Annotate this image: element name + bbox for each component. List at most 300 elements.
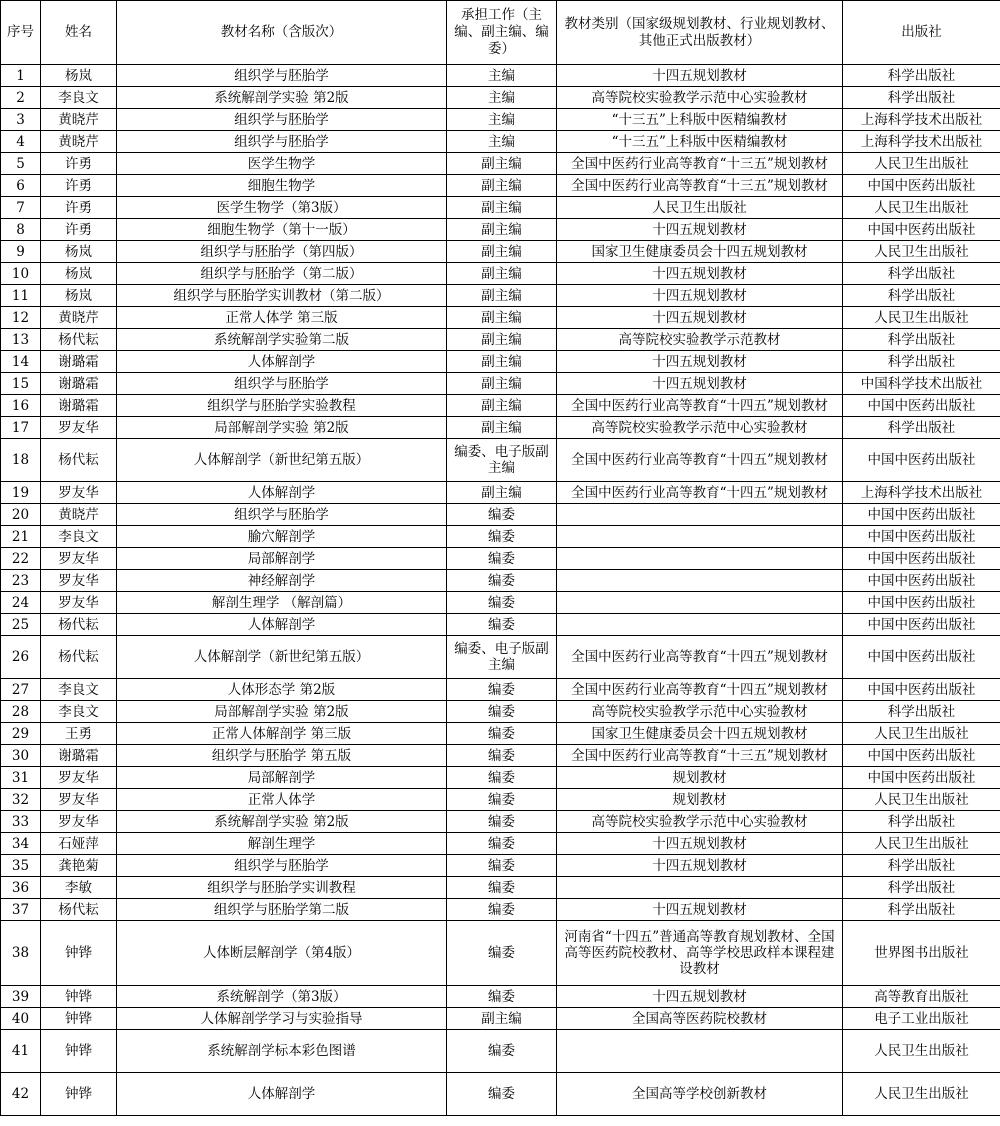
cell-role: 副主编 xyxy=(447,482,557,504)
table-row xyxy=(1,833,1000,855)
table-row xyxy=(1,1008,1000,1030)
cell-name: 杨岚 xyxy=(41,65,117,87)
cell-category: 高等院校实验教学示范中心实验教材 xyxy=(557,811,843,833)
cell-role: 编委 xyxy=(447,921,557,986)
cell-publisher: 中国中医药出版社 xyxy=(843,526,1000,548)
cell-category: 规划教材 xyxy=(557,789,843,811)
cell-role: 编委 xyxy=(447,789,557,811)
cell-no: 17 xyxy=(1,417,41,439)
cell-category: 人民卫生出版社 xyxy=(557,197,843,219)
cell-category: 全国中医药行业高等教育“十三五”规划教材 xyxy=(557,745,843,767)
cell-publisher: 中国中医药出版社 xyxy=(843,592,1000,614)
cell-no: 8 xyxy=(1,219,41,241)
table-row xyxy=(1,197,1000,219)
table-row xyxy=(1,745,1000,767)
cell-title: 人体解剖学 xyxy=(117,1073,447,1116)
table-row xyxy=(1,109,1000,131)
cell-title: 组织学与胚胎学 xyxy=(117,373,447,395)
cell-name: 李良文 xyxy=(41,526,117,548)
cell-publisher: 电子工业出版社 xyxy=(843,1008,1000,1030)
cell-publisher: 中国中医药出版社 xyxy=(843,548,1000,570)
cell-name: 罗友华 xyxy=(41,417,117,439)
cell-role: 编委 xyxy=(447,833,557,855)
cell-role: 编委 xyxy=(447,899,557,921)
cell-category: “十三五”上科版中医精编教材 xyxy=(557,109,843,131)
table-row xyxy=(1,131,1000,153)
cell-publisher: 高等教育出版社 xyxy=(843,986,1000,1008)
cell-no: 6 xyxy=(1,175,41,197)
cell-no: 26 xyxy=(1,636,41,679)
table-row xyxy=(1,701,1000,723)
cell-no: 22 xyxy=(1,548,41,570)
table-row xyxy=(1,614,1000,636)
cell-publisher: 科学出版社 xyxy=(843,855,1000,877)
cell-no: 32 xyxy=(1,789,41,811)
cell-no: 10 xyxy=(1,263,41,285)
cell-no: 3 xyxy=(1,109,41,131)
table-row xyxy=(1,986,1000,1008)
cell-role: 主编 xyxy=(447,109,557,131)
cell-publisher: 中国中医药出版社 xyxy=(843,504,1000,526)
cell-title: 人体断层解剖学（第4版） xyxy=(117,921,447,986)
table-row xyxy=(1,87,1000,109)
cell-name: 许勇 xyxy=(41,153,117,175)
cell-name: 杨代耘 xyxy=(41,329,117,351)
cell-no: 27 xyxy=(1,679,41,701)
cell-role: 副主编 xyxy=(447,351,557,373)
cell-category: 河南省“十四五”普通高等教育规划教材、全国高等医药院校教材、高等学校思政样本课程建设教材 xyxy=(557,921,843,986)
cell-category: 十四五规划教材 xyxy=(557,373,843,395)
cell-category: 全国中医药行业高等教育“十四五”规划教材 xyxy=(557,439,843,482)
cell-category: 十四五规划教材 xyxy=(557,833,843,855)
cell-title: 医学生物学 xyxy=(117,153,447,175)
table-row xyxy=(1,1030,1000,1073)
cell-title: 组织学与胚胎学（第四版） xyxy=(117,241,447,263)
cell-no: 29 xyxy=(1,723,41,745)
table-row xyxy=(1,439,1000,482)
cell-publisher: 中国中医药出版社 xyxy=(843,175,1000,197)
cell-name: 杨代耘 xyxy=(41,899,117,921)
cell-name: 钟铧 xyxy=(41,1073,117,1116)
cell-title: 细胞生物学 xyxy=(117,175,447,197)
cell-name: 谢璐霜 xyxy=(41,745,117,767)
cell-title: 腧穴解剖学 xyxy=(117,526,447,548)
table-row xyxy=(1,921,1000,986)
table-body xyxy=(1,65,1000,1116)
cell-category: 十四五规划教材 xyxy=(557,307,843,329)
table-row xyxy=(1,679,1000,701)
cell-no: 14 xyxy=(1,351,41,373)
table-row xyxy=(1,899,1000,921)
cell-role: 副主编 xyxy=(447,263,557,285)
cell-role: 副主编 xyxy=(447,417,557,439)
cell-role: 编委 xyxy=(447,986,557,1008)
cell-name: 罗友华 xyxy=(41,811,117,833)
cell-title: 系统解剖学（第3版） xyxy=(117,986,447,1008)
cell-role: 编委 xyxy=(447,570,557,592)
table-row xyxy=(1,395,1000,417)
cell-name: 钟铧 xyxy=(41,1030,117,1073)
cell-category: 全国高等学校创新教材 xyxy=(557,1073,843,1116)
cell-publisher: 科学出版社 xyxy=(843,701,1000,723)
cell-name: 龚艳菊 xyxy=(41,855,117,877)
cell-role: 副主编 xyxy=(447,197,557,219)
cell-category: “十三五”上科版中医精编教材 xyxy=(557,131,843,153)
cell-role: 副主编 xyxy=(447,219,557,241)
cell-no: 13 xyxy=(1,329,41,351)
cell-publisher: 中国中医药出版社 xyxy=(843,395,1000,417)
table-row xyxy=(1,175,1000,197)
cell-title: 正常人体解剖学 第三版 xyxy=(117,723,447,745)
cell-no: 42 xyxy=(1,1073,41,1116)
cell-category: 全国中医药行业高等教育“十四五”规划教材 xyxy=(557,679,843,701)
cell-no: 25 xyxy=(1,614,41,636)
cell-no: 24 xyxy=(1,592,41,614)
cell-category xyxy=(557,526,843,548)
cell-title: 人体解剖学（新世纪第五版） xyxy=(117,636,447,679)
cell-no: 39 xyxy=(1,986,41,1008)
cell-title: 组织学与胚胎学（第二版） xyxy=(117,263,447,285)
cell-category xyxy=(557,877,843,899)
cell-no: 4 xyxy=(1,131,41,153)
cell-name: 罗友华 xyxy=(41,767,117,789)
cell-category: 十四五规划教材 xyxy=(557,263,843,285)
table-row xyxy=(1,1073,1000,1116)
cell-no: 35 xyxy=(1,855,41,877)
cell-no: 16 xyxy=(1,395,41,417)
table-row xyxy=(1,219,1000,241)
cell-role: 主编 xyxy=(447,87,557,109)
cell-no: 5 xyxy=(1,153,41,175)
cell-publisher: 中国中医药出版社 xyxy=(843,636,1000,679)
table-row xyxy=(1,548,1000,570)
cell-name: 钟铧 xyxy=(41,1008,117,1030)
cell-category: 全国中医药行业高等教育“十三五”规划教材 xyxy=(557,153,843,175)
cell-category: 十四五规划教材 xyxy=(557,986,843,1008)
cell-role: 编委 xyxy=(447,767,557,789)
cell-publisher: 科学出版社 xyxy=(843,877,1000,899)
cell-title: 医学生物学（第3版） xyxy=(117,197,447,219)
cell-category xyxy=(557,504,843,526)
cell-publisher: 人民卫生出版社 xyxy=(843,197,1000,219)
cell-name: 钟铧 xyxy=(41,921,117,986)
cell-publisher: 人民卫生出版社 xyxy=(843,153,1000,175)
cell-name: 李良文 xyxy=(41,87,117,109)
cell-title: 人体形态学 第2版 xyxy=(117,679,447,701)
cell-name: 王勇 xyxy=(41,723,117,745)
table-row xyxy=(1,307,1000,329)
cell-publisher: 人民卫生出版社 xyxy=(843,723,1000,745)
cell-name: 杨代耘 xyxy=(41,439,117,482)
cell-category: 高等院校实验教学示范教材 xyxy=(557,329,843,351)
cell-publisher: 科学出版社 xyxy=(843,65,1000,87)
cell-title: 组织学与胚胎学 xyxy=(117,131,447,153)
header-role: 承担工作（主编、副主编、编委） xyxy=(447,1,557,65)
cell-title: 细胞生物学（第十一版） xyxy=(117,219,447,241)
cell-category: 全国中医药行业高等教育“十四五”规划教材 xyxy=(557,482,843,504)
cell-category: 十四五规划教材 xyxy=(557,219,843,241)
cell-role: 副主编 xyxy=(447,153,557,175)
cell-name: 罗友华 xyxy=(41,592,117,614)
cell-title: 局部解剖学实验 第2版 xyxy=(117,417,447,439)
cell-role: 编委 xyxy=(447,614,557,636)
cell-role: 编委 xyxy=(447,1030,557,1073)
cell-publisher: 上海科学技术出版社 xyxy=(843,131,1000,153)
cell-no: 11 xyxy=(1,285,41,307)
table-row xyxy=(1,877,1000,899)
cell-no: 36 xyxy=(1,877,41,899)
cell-role: 编委、电子版副主编 xyxy=(447,636,557,679)
cell-category: 高等院校实验教学示范中心实验教材 xyxy=(557,417,843,439)
cell-title: 组织学与胚胎学实训教程 xyxy=(117,877,447,899)
cell-category xyxy=(557,1030,843,1073)
cell-publisher: 中国中医药出版社 xyxy=(843,745,1000,767)
cell-name: 黄晓芹 xyxy=(41,307,117,329)
cell-no: 30 xyxy=(1,745,41,767)
cell-category: 十四五规划教材 xyxy=(557,855,843,877)
cell-name: 杨岚 xyxy=(41,285,117,307)
cell-no: 34 xyxy=(1,833,41,855)
cell-publisher: 上海科学技术出版社 xyxy=(843,109,1000,131)
table-row xyxy=(1,285,1000,307)
cell-title: 系统解剖学实验第二版 xyxy=(117,329,447,351)
table-row xyxy=(1,723,1000,745)
header-title: 教材名称（含版次） xyxy=(117,1,447,65)
cell-title: 组织学与胚胎学 xyxy=(117,855,447,877)
cell-title: 组织学与胚胎学 xyxy=(117,65,447,87)
cell-publisher: 中国中医药出版社 xyxy=(843,614,1000,636)
cell-name: 谢璐霜 xyxy=(41,373,117,395)
table-row xyxy=(1,351,1000,373)
cell-role: 副主编 xyxy=(447,285,557,307)
cell-no: 19 xyxy=(1,482,41,504)
cell-title: 系统解剖学标本彩色图谱 xyxy=(117,1030,447,1073)
cell-title: 神经解剖学 xyxy=(117,570,447,592)
cell-name: 石娅萍 xyxy=(41,833,117,855)
cell-publisher: 人民卫生出版社 xyxy=(843,241,1000,263)
cell-no: 31 xyxy=(1,767,41,789)
table-row xyxy=(1,855,1000,877)
cell-publisher: 人民卫生出版社 xyxy=(843,789,1000,811)
table-row xyxy=(1,789,1000,811)
table-row xyxy=(1,373,1000,395)
header-name: 姓名 xyxy=(41,1,117,65)
cell-name: 罗友华 xyxy=(41,482,117,504)
table-row xyxy=(1,153,1000,175)
cell-publisher: 人民卫生出版社 xyxy=(843,1073,1000,1116)
cell-category: 十四五规划教材 xyxy=(557,351,843,373)
cell-publisher: 中国科学技术出版社 xyxy=(843,373,1000,395)
table-row xyxy=(1,241,1000,263)
cell-title: 局部解剖学实验 第2版 xyxy=(117,701,447,723)
table-row xyxy=(1,329,1000,351)
cell-no: 1 xyxy=(1,65,41,87)
table-row xyxy=(1,767,1000,789)
cell-title: 组织学与胚胎学实训教材（第二版） xyxy=(117,285,447,307)
cell-role: 副主编 xyxy=(447,395,557,417)
cell-role: 编委 xyxy=(447,1073,557,1116)
cell-publisher: 中国中医药出版社 xyxy=(843,439,1000,482)
cell-title: 组织学与胚胎学 xyxy=(117,504,447,526)
cell-role: 副主编 xyxy=(447,329,557,351)
cell-category: 国家卫生健康委员会十四五规划教材 xyxy=(557,723,843,745)
cell-no: 40 xyxy=(1,1008,41,1030)
cell-title: 组织学与胚胎学实验教程 xyxy=(117,395,447,417)
table-row xyxy=(1,636,1000,679)
cell-category: 高等院校实验教学示范中心实验教材 xyxy=(557,701,843,723)
cell-name: 罗友华 xyxy=(41,570,117,592)
cell-publisher: 人民卫生出版社 xyxy=(843,1030,1000,1073)
cell-name: 黄晓芹 xyxy=(41,131,117,153)
cell-role: 编委 xyxy=(447,592,557,614)
cell-title: 组织学与胚胎学 xyxy=(117,109,447,131)
cell-publisher: 上海科学技术出版社 xyxy=(843,482,1000,504)
cell-name: 许勇 xyxy=(41,175,117,197)
cell-name: 谢璐霜 xyxy=(41,351,117,373)
cell-publisher: 科学出版社 xyxy=(843,329,1000,351)
cell-category: 全国高等医药院校教材 xyxy=(557,1008,843,1030)
cell-publisher: 中国中医药出版社 xyxy=(843,679,1000,701)
cell-role: 编委 xyxy=(447,877,557,899)
cell-no: 21 xyxy=(1,526,41,548)
cell-role: 编委 xyxy=(447,855,557,877)
cell-role: 编委 xyxy=(447,504,557,526)
cell-category: 规划教材 xyxy=(557,767,843,789)
cell-title: 组织学与胚胎学第二版 xyxy=(117,899,447,921)
header-no: 序号 xyxy=(1,1,41,65)
cell-role: 副主编 xyxy=(447,373,557,395)
cell-no: 33 xyxy=(1,811,41,833)
table-row xyxy=(1,570,1000,592)
cell-category: 全国中医药行业高等教育“十四五”规划教材 xyxy=(557,395,843,417)
cell-category xyxy=(557,548,843,570)
cell-role: 编委 xyxy=(447,701,557,723)
cell-publisher: 科学出版社 xyxy=(843,899,1000,921)
header-category: 教材类别（国家级规划教材、行业规划教材、其他正式出版教材） xyxy=(557,1,843,65)
table-row xyxy=(1,526,1000,548)
table-row xyxy=(1,65,1000,87)
cell-title: 局部解剖学 xyxy=(117,767,447,789)
cell-name: 杨代耘 xyxy=(41,614,117,636)
cell-category: 十四五规划教材 xyxy=(557,65,843,87)
table-row xyxy=(1,482,1000,504)
cell-no: 41 xyxy=(1,1030,41,1073)
cell-name: 许勇 xyxy=(41,197,117,219)
cell-category: 全国中医药行业高等教育“十四五”规划教材 xyxy=(557,636,843,679)
cell-role: 编委 xyxy=(447,548,557,570)
cell-name: 李敏 xyxy=(41,877,117,899)
cell-publisher: 科学出版社 xyxy=(843,417,1000,439)
cell-name: 黄晓芹 xyxy=(41,504,117,526)
cell-name: 杨岚 xyxy=(41,241,117,263)
cell-category xyxy=(557,570,843,592)
cell-title: 正常人体学 xyxy=(117,789,447,811)
cell-publisher: 人民卫生出版社 xyxy=(843,307,1000,329)
cell-no: 15 xyxy=(1,373,41,395)
cell-role: 编委 xyxy=(447,723,557,745)
cell-no: 12 xyxy=(1,307,41,329)
cell-publisher: 人民卫生出版社 xyxy=(843,833,1000,855)
cell-role: 主编 xyxy=(447,65,557,87)
cell-publisher: 中国中医药出版社 xyxy=(843,767,1000,789)
cell-title: 人体解剖学学习与实验指导 xyxy=(117,1008,447,1030)
cell-title: 组织学与胚胎学 第五版 xyxy=(117,745,447,767)
header-publisher: 出版社 xyxy=(843,1,1000,65)
table-row xyxy=(1,263,1000,285)
cell-title: 人体解剖学 xyxy=(117,614,447,636)
cell-publisher: 中国中医药出版社 xyxy=(843,219,1000,241)
cell-title: 人体解剖学（新世纪第五版） xyxy=(117,439,447,482)
cell-role: 编委 xyxy=(447,679,557,701)
cell-role: 主编 xyxy=(447,131,557,153)
cell-name: 罗友华 xyxy=(41,789,117,811)
cell-name: 黄晓芹 xyxy=(41,109,117,131)
cell-no: 2 xyxy=(1,87,41,109)
cell-title: 人体解剖学 xyxy=(117,351,447,373)
cell-role: 编委 xyxy=(447,526,557,548)
cell-no: 37 xyxy=(1,899,41,921)
cell-publisher: 科学出版社 xyxy=(843,351,1000,373)
cell-publisher: 科学出版社 xyxy=(843,285,1000,307)
cell-role: 副主编 xyxy=(447,175,557,197)
cell-name: 谢璐霜 xyxy=(41,395,117,417)
cell-category: 高等院校实验教学示范中心实验教材 xyxy=(557,87,843,109)
cell-publisher: 科学出版社 xyxy=(843,263,1000,285)
cell-no: 18 xyxy=(1,439,41,482)
cell-title: 解剖生理学 （解剖篇） xyxy=(117,592,447,614)
cell-category: 十四五规划教材 xyxy=(557,899,843,921)
cell-no: 23 xyxy=(1,570,41,592)
cell-title: 系统解剖学实验 第2版 xyxy=(117,87,447,109)
cell-category xyxy=(557,592,843,614)
cell-role: 副主编 xyxy=(447,307,557,329)
cell-role: 编委 xyxy=(447,745,557,767)
cell-name: 杨代耘 xyxy=(41,636,117,679)
cell-category: 十四五规划教材 xyxy=(557,285,843,307)
cell-no: 28 xyxy=(1,701,41,723)
cell-publisher: 世界图书出版社 xyxy=(843,921,1000,986)
cell-title: 解剖生理学 xyxy=(117,833,447,855)
cell-title: 正常人体学 第三版 xyxy=(117,307,447,329)
cell-publisher: 科学出版社 xyxy=(843,87,1000,109)
cell-title: 系统解剖学实验 第2版 xyxy=(117,811,447,833)
cell-role: 编委、电子版副主编 xyxy=(447,439,557,482)
cell-title: 局部解剖学 xyxy=(117,548,447,570)
cell-no: 38 xyxy=(1,921,41,986)
table-row xyxy=(1,417,1000,439)
table-row xyxy=(1,504,1000,526)
cell-no: 20 xyxy=(1,504,41,526)
header-row xyxy=(1,1,1000,65)
cell-no: 7 xyxy=(1,197,41,219)
cell-role: 编委 xyxy=(447,811,557,833)
cell-name: 罗友华 xyxy=(41,548,117,570)
cell-name: 李良文 xyxy=(41,701,117,723)
cell-name: 钟铧 xyxy=(41,986,117,1008)
table-row xyxy=(1,592,1000,614)
cell-role: 副主编 xyxy=(447,241,557,263)
cell-publisher: 中国中医药出版社 xyxy=(843,570,1000,592)
cell-name: 许勇 xyxy=(41,219,117,241)
cell-no: 9 xyxy=(1,241,41,263)
cell-name: 李良文 xyxy=(41,679,117,701)
cell-category: 全国中医药行业高等教育“十三五”规划教材 xyxy=(557,175,843,197)
table-row xyxy=(1,811,1000,833)
cell-role: 副主编 xyxy=(447,1008,557,1030)
cell-category xyxy=(557,614,843,636)
cell-name: 杨岚 xyxy=(41,263,117,285)
cell-publisher: 科学出版社 xyxy=(843,811,1000,833)
